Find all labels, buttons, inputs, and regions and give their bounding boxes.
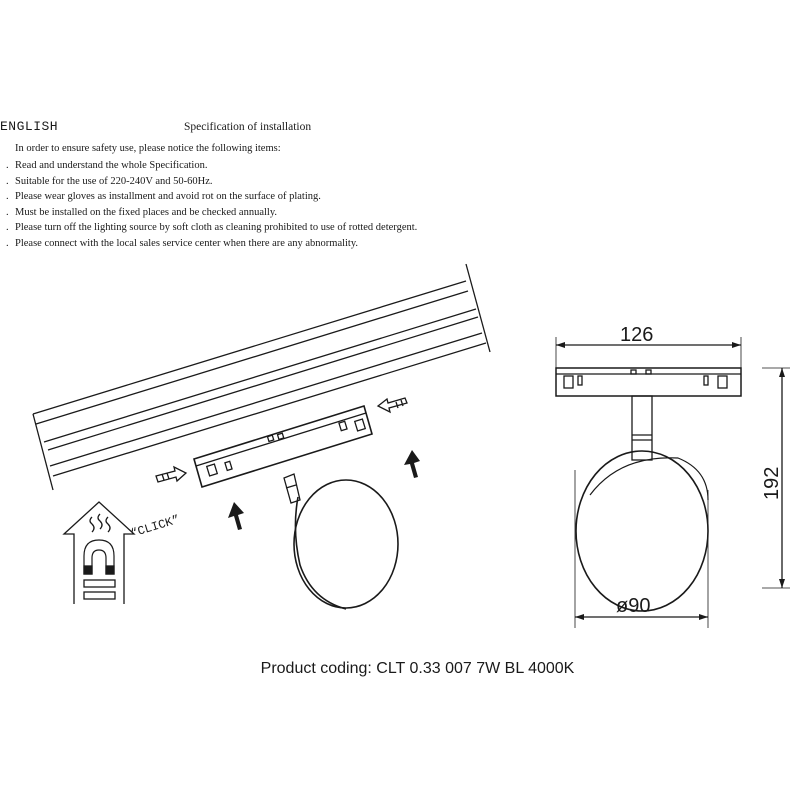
track-connector bbox=[194, 406, 372, 487]
track-rail bbox=[33, 264, 490, 490]
front-view bbox=[556, 337, 790, 628]
intro-text: In order to ensure safety use, please notice the following items: bbox=[15, 143, 281, 154]
list-item: . Read and understand the whole Specification. bbox=[6, 160, 208, 171]
arrow-right-icon bbox=[156, 467, 186, 482]
list-item: . Suitable for the use of 220-240V and 50-60Hz. bbox=[6, 175, 213, 187]
magnet-icon bbox=[64, 502, 134, 604]
click-label: “CLICK” bbox=[129, 512, 182, 541]
list-item: . Please wear gloves as installment and avoid rot on the surface of plating. bbox=[6, 191, 321, 203]
language-heading: ENGLISH bbox=[0, 119, 59, 134]
height-dimension: 192 bbox=[761, 466, 783, 500]
diameter-dimension: ø90 bbox=[616, 595, 651, 617]
document-title: Specification of installation bbox=[184, 121, 312, 133]
list-item: . Please turn off the lighting source by soft cloth as cleaning prohibited to use of rotted detergent. bbox=[6, 222, 418, 234]
arrow-left-icon bbox=[378, 398, 407, 412]
arrow-up-icon bbox=[228, 450, 420, 530]
product-coding: Product coding: CLT 0.33 007 7W BL 4000K bbox=[260, 660, 575, 677]
list-item: . Must be installed on the fixed places and be checked annually. bbox=[6, 206, 278, 218]
width-dimension: 126 bbox=[620, 324, 654, 346]
lamp-body bbox=[284, 474, 398, 609]
list-item: . Please connect with the local sales service center when there are any abnormality. bbox=[6, 237, 359, 249]
